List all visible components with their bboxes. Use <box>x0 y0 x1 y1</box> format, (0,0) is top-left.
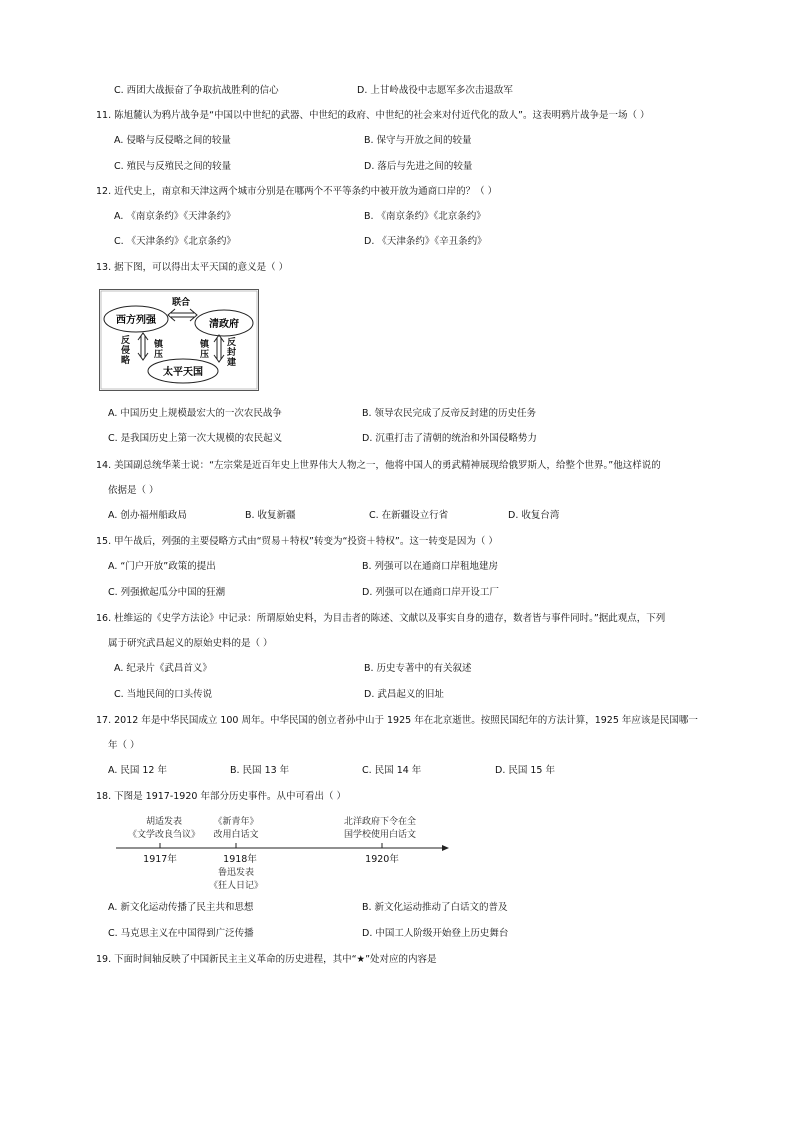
q13-stem: 13. 据下图，可以得出太平天国的意义是（ ） <box>96 262 289 273</box>
anti-invasion-label: 反侵略 <box>121 336 131 366</box>
q13-option-a: A. 中国历史上规模最宏大的一次农民战争 <box>108 408 282 419</box>
q14-option-c: C. 在新疆设立行省 <box>369 510 449 521</box>
q17-stem-line2: 年（ ） <box>108 740 140 751</box>
event-luxun-line1: 鲁迅发表 <box>217 868 255 878</box>
q16-stem-line1: 16. 杜维运的《史学方法论》中记录：所谓原始史料，为目击者的陈述、文献以及事实自身的遗存，数者皆与事件同时。”据此观点，下列 <box>96 613 666 624</box>
q18-option-c: C. 马克思主义在中国得到广泛传播 <box>108 928 254 939</box>
q12-option-d: D. 《天津条约》《辛丑条约》 <box>364 236 487 247</box>
q14-stem-line2: 依据是（ ） <box>108 485 159 496</box>
q17-stem-line1: 17. 2012 年是中华民国成立 100 周年。中华民国的创立者孙中山于 1925 年在北京逝世。按照民国纪年的方法计算，1925 年应该是民国哪一 <box>96 715 698 726</box>
west-powers-label: 西方列强 <box>116 315 156 326</box>
q16-stem-line2: 属于研究武昌起义的原始史料的是（ ） <box>108 638 273 649</box>
q14-option-d: D. 收复台湾 <box>508 510 560 521</box>
q18-option-b: B. 新文化运动推动了白话文的普及 <box>362 902 508 913</box>
q16-option-b: B. 历史专著中的有关叙述 <box>364 663 472 674</box>
year-1917: 1917年 <box>143 854 177 865</box>
q15-option-a: A. “门户开放”政策的提出 <box>108 561 216 572</box>
q13-option-b: B. 领导农民完成了反帝反封建的历史任务 <box>362 408 537 419</box>
timeline-arrowhead <box>442 845 449 851</box>
q12-option-a: A. 《南京条约》《天津条约》 <box>114 211 236 222</box>
q16-option-d: D. 武昌起义的旧址 <box>364 689 444 700</box>
year-1918: 1918年 <box>223 854 257 865</box>
q12-option-c: C. 《天津条约》《北京条约》 <box>114 236 236 247</box>
year-1920: 1920年 <box>365 854 399 865</box>
event-luxun-line2: 《狂人日记》 <box>208 881 264 891</box>
q11-option-a: A. 侵略与反侵略之间的较量 <box>114 135 231 146</box>
q15-stem: 15. 甲午战后，列强的主要侵略方式由“贸易＋特权”转变为“投资＋特权”。这一转变是因为（ ） <box>96 536 498 547</box>
q13-option-c: C. 是我国历史上第一次大规模的农民起义 <box>108 433 283 444</box>
suppress-right-label: 镇压 <box>200 340 210 360</box>
q11-option-d: D. 落后与先进之间的较量 <box>364 161 473 172</box>
q16-option-c: C. 当地民间的口头传说 <box>114 689 213 700</box>
q14-option-a: A. 创办福州船政局 <box>108 510 187 521</box>
q17-option-b: B. 民国 13 年 <box>230 765 290 776</box>
new-culture-timeline <box>110 812 455 894</box>
q19-stem: 19. 下面时间轴反映了中国新民主主义革命的历史进程，其中“★”处对应的内容是 <box>96 954 437 965</box>
anti-feudal-label: 反封建 <box>227 338 237 368</box>
q15-option-d: D. 列强可以在通商口岸开设工厂 <box>362 587 499 598</box>
taiping-diagram <box>99 289 259 391</box>
q12-stem: 12. 近代史上，南京和天津这两个城市分别是在哪两个不平等条约中被开放为通商口岸的？（ ） <box>96 186 498 197</box>
qing-government-label: 清政府 <box>209 319 239 330</box>
q11-option-c: C. 殖民与反殖民之间的较量 <box>114 161 232 172</box>
q17-option-c: C. 民国 14 年 <box>362 765 422 776</box>
q12-option-b: B. 《南京条约》《北京条约》 <box>364 211 486 222</box>
q14-option-b: B. 收复新疆 <box>245 510 296 521</box>
suppress-left-label: 镇压 <box>154 340 164 360</box>
event-xinqingnian-line1: 《新青年》 <box>213 817 259 827</box>
event-beiyang-line2: 国学校使用白话文 <box>343 830 417 840</box>
q11-option-b: B. 保守与开放之间的较量 <box>364 135 472 146</box>
q17-option-d: D. 民国 15 年 <box>495 765 555 776</box>
q17-option-a: A. 民国 12 年 <box>108 765 167 776</box>
taiping-label: 太平天国 <box>163 367 203 378</box>
q11-stem: 11. 陈旭麓认为鸦片战争是“中国以中世纪的武器、中世纪的政府、中世纪的社会来对付近代化的敌人”。这表明鸦片战争是一场（ ） <box>96 110 650 121</box>
event-hushi-line2: 《文学改良刍议》 <box>127 830 201 840</box>
event-xinqingnian-line2: 改用白话文 <box>213 830 259 840</box>
q16-option-a: A. 纪录片《武昌首义》 <box>114 663 212 674</box>
q18-stem: 18. 下图是 1917-1920 年部分历史事件。从中可看出（ ） <box>96 791 346 802</box>
q18-option-d: D. 中国工人阶级开始登上历史舞台 <box>362 928 509 939</box>
event-beiyang-line1: 北洋政府下令在全 <box>343 817 417 827</box>
q15-option-c: C. 列强掀起瓜分中国的狂潮 <box>108 587 226 598</box>
q15-option-b: B. 列强可以在通商口岸租地建房 <box>362 561 499 572</box>
q13-option-d: D. 沉重打击了清朝的统治和外国侵略势力 <box>362 433 537 444</box>
q14-stem-line1: 14. 美国副总统华莱士说：“左宗棠是近百年史上世界伟大人物之一，他将中国人的勇武精神展现给俄罗斯人，给整个世界。”他这样说的 <box>96 460 661 471</box>
q10-option-d: D. 上甘岭战役中志愿军多次击退敌军 <box>357 85 513 96</box>
event-hushi-line1: 胡适发表 <box>145 817 183 827</box>
unite-label: 联合 <box>171 298 191 308</box>
q10-option-c: C. 西团大战振奋了争取抗战胜利的信心 <box>114 85 279 96</box>
q18-option-a: A. 新文化运动传播了民主共和思想 <box>108 902 254 913</box>
